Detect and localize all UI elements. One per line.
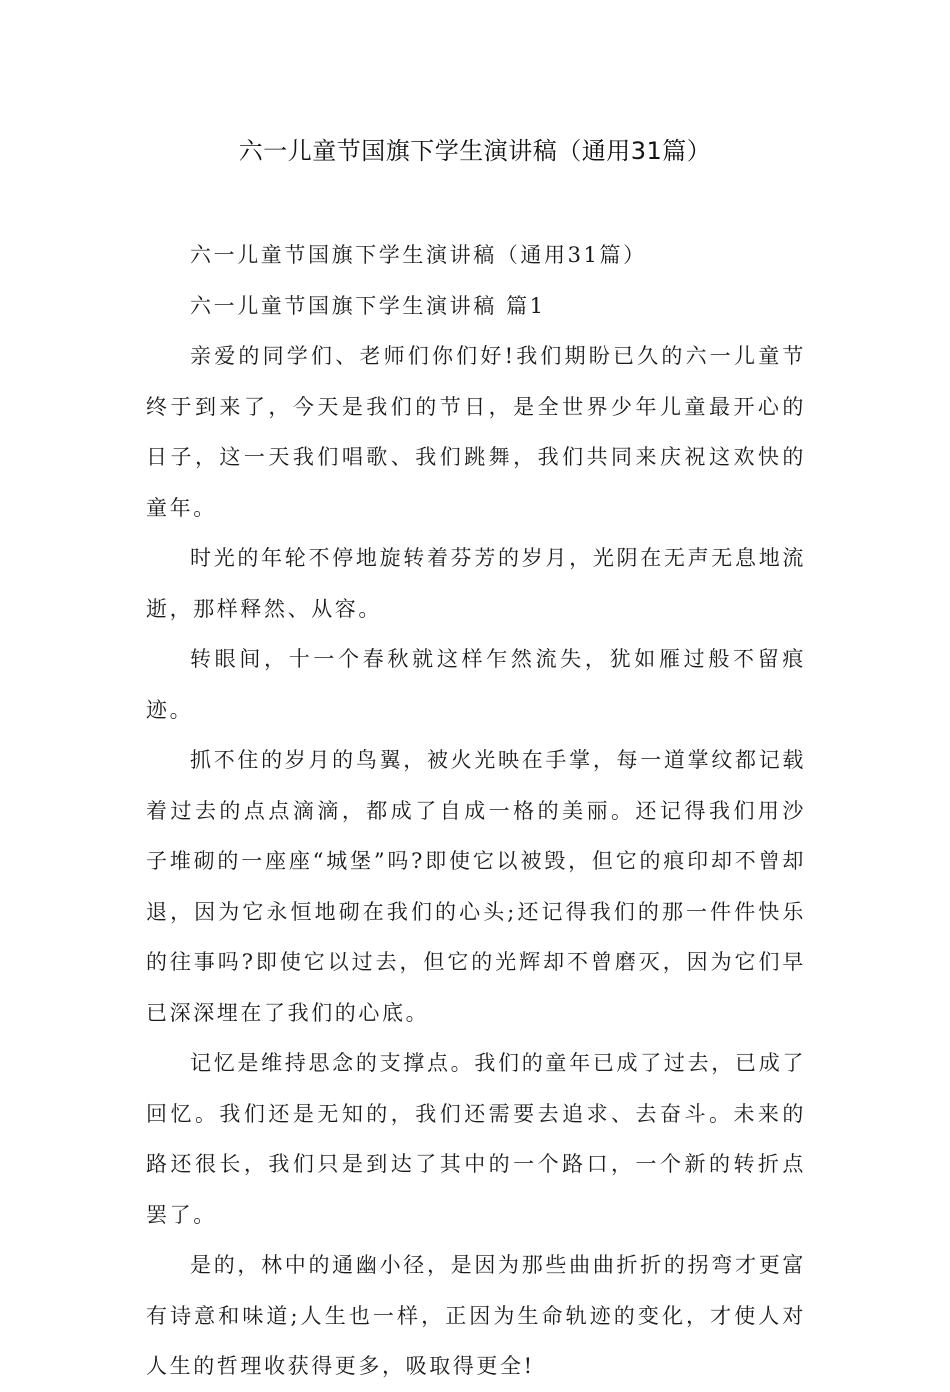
- paragraph-subtitle: 六一儿童节国旗下学生演讲稿（通用31篇）: [190, 243, 647, 267]
- paragraph: 是的，林中的通幽小径，是因为那些曲曲折折的拐弯才更富有诗意和味道;人生也一样，正因为生命轨迹的变化，才使人对人生的哲理收获得更多，吸取得更全!: [146, 1253, 806, 1378]
- document-body: [146, 230, 806, 1392]
- paragraph: 记忆是维持思念的支撑点。我们的童年已成了过去，已成了回忆。我们还是无知的，我们还需要去追求、去奋斗。未来的路还很长，我们只是到达了其中的一个路口，一个新的转折点罢了。: [146, 1051, 806, 1227]
- paragraph: 亲爱的同学们、老师们你们好!我们期盼已久的六一儿童节终于到来了，今天是我们的节日，是全世界少年儿童最开心的日子，这一天我们唱歌、我们跳舞，我们共同来庆祝这欢快的童年。: [146, 344, 806, 520]
- document-title: 六一儿童节国旗下学生演讲稿（通用31篇）: [238, 137, 712, 165]
- paragraph: 抓不住的岁月的鸟翼，被火光映在手掌，每一道掌纹都记载着过去的点点滴滴，都成了自成一格的美丽。还记得我们用沙子堆砌的一座座“城堡”吗?即使它以被毁，但它的痕印却不曾却退，因为它永恒地砌在我们的心头;还记得我们的那一件件快乐的往事吗?即使它以过去，但它的光辉却不曾磨灭，因为它们早已深深埋在了我们的心底。: [146, 748, 806, 1025]
- paragraph-section-heading: 六一儿童节国旗下学生演讲稿 篇1: [190, 293, 546, 318]
- paragraph: 时光的年轮不停地旋转着芬芳的岁月，光阴在无声无息地流逝，那样释然、从容。: [146, 546, 806, 621]
- paragraph: 转眼间，十一个春秋就这样乍然流失，犹如雁过般不留痕迹。: [146, 647, 806, 722]
